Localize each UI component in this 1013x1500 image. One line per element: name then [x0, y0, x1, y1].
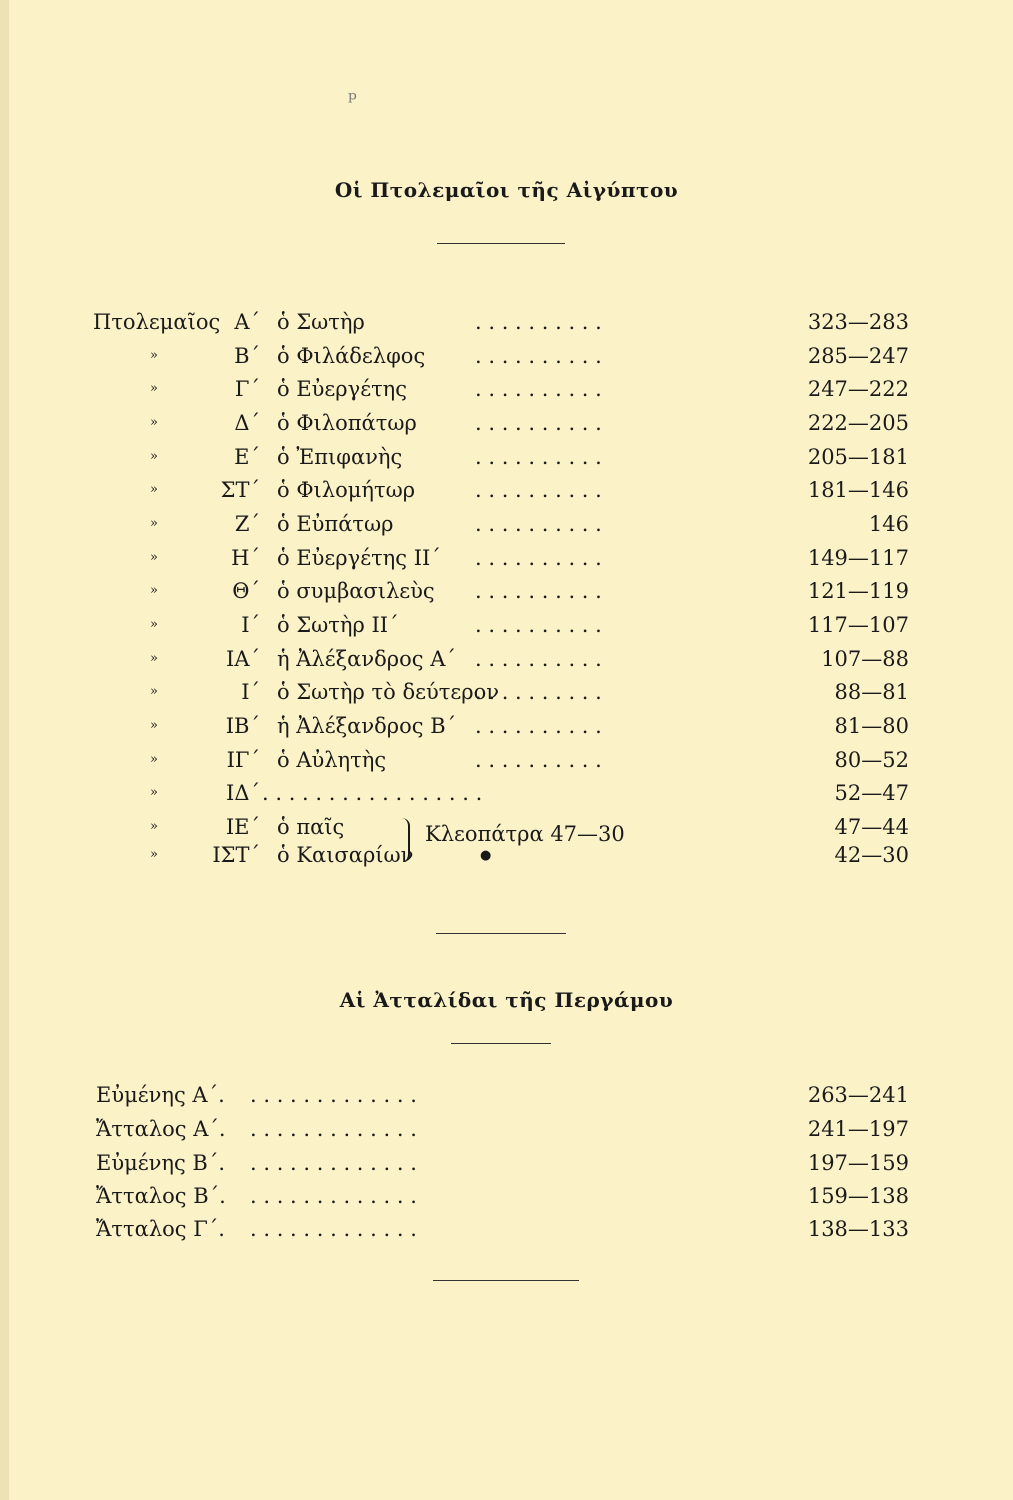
- ruler-epithet: ὁ Εὐεργέτης ΙΙ΄: [277, 546, 441, 570]
- kleopatra-note: Κλεοπάτρα 47—30: [425, 822, 625, 846]
- ditto-mark: »: [150, 449, 158, 464]
- table-row: [0, 1114, 1013, 1144]
- ruler-name: Ἄτταλος Α΄.: [96, 1117, 226, 1141]
- reign-years: 146: [868, 512, 909, 536]
- ruler-name: Ἄτταλος Γ΄.: [96, 1217, 225, 1241]
- table-row: [0, 576, 1013, 606]
- ruler-epithet: ὁ Φιλομήτωρ: [277, 478, 416, 502]
- table-row: [0, 1181, 1013, 1211]
- ruler-ordinal: ΙΣΤ΄: [212, 843, 260, 867]
- reign-years: 107—88: [821, 647, 909, 671]
- leader-dots: . . . . . . . . . . . . .: [250, 1217, 417, 1241]
- leader-dots: . . . . . . . . . .: [475, 613, 602, 637]
- title-rule-2: [451, 1043, 551, 1044]
- leader-dots: . . . . . . . . . . . . .: [250, 1151, 417, 1175]
- reign-years: 121—119: [807, 579, 909, 603]
- ruler-ordinal: ΙΒ΄: [225, 714, 260, 738]
- table-row: [0, 307, 1013, 337]
- ditto-mark: »: [150, 684, 158, 699]
- title-rule: [437, 243, 565, 244]
- leader-dots: . . . . . . . . . .: [475, 512, 602, 536]
- reign-years: 149—117: [807, 546, 909, 570]
- reign-years: 247—222: [807, 377, 909, 401]
- ruler-ordinal: Η΄: [231, 546, 260, 570]
- reign-years: 323—283: [807, 310, 909, 334]
- section-title-ptolemies: Οἱ Πτολεμαῖοι τῆς Αἰγύπτου: [334, 178, 679, 202]
- ruler-epithet: ἡ Ἀλέξανδρος Α΄: [277, 647, 456, 671]
- ruler-ordinal: Γ΄: [234, 377, 260, 401]
- leader-dots: . . . . . . . . . . . . .: [250, 1083, 417, 1107]
- ruler-epithet: ὁ Εὐεργέτης: [277, 377, 408, 401]
- ruler-ordinal: Δ΄: [234, 411, 260, 435]
- ruler-epithet: ἡ Ἀλέξανδρος Β΄: [277, 714, 457, 738]
- ruler-ordinal: Ε΄: [234, 445, 260, 469]
- reign-years: 80—52: [834, 748, 909, 772]
- leader-dots: . . . . . . . . . .: [475, 647, 602, 671]
- ditto-mark: »: [150, 718, 158, 733]
- leader-dots: . . . . . . . . . .: [475, 344, 602, 368]
- ruler-name: Πτολεμαῖος: [93, 310, 221, 334]
- leader-dots: . . . . . . . . . .: [475, 445, 602, 469]
- ditto-mark: »: [150, 583, 158, 598]
- reign-years: 159—138: [807, 1184, 909, 1208]
- reign-years: 181—146: [807, 478, 909, 502]
- reign-years: 52—47: [834, 781, 909, 805]
- leader-dots: . . . . . . . . . . . . .: [250, 1184, 417, 1208]
- reign-years: 197—159: [807, 1151, 909, 1175]
- leader-dots: . . . . . . . . . .: [475, 310, 602, 334]
- ruler-name: Εὐμένης Β΄.: [96, 1151, 226, 1175]
- end-divider: [433, 1280, 579, 1281]
- section-divider: [436, 933, 566, 934]
- ruler-ordinal: ΙΑ΄: [226, 647, 260, 671]
- ruler-ordinal: Θ΄: [232, 579, 260, 603]
- table-row: [0, 509, 1013, 539]
- reign-years: 42—30: [834, 843, 909, 867]
- ruler-ordinal: ΙΕ΄: [225, 815, 260, 839]
- table-row: [0, 442, 1013, 472]
- leader-dots: . . . . . . . . . .: [475, 478, 602, 502]
- ditto-mark: »: [150, 819, 158, 834]
- reign-years: 205—181: [807, 445, 909, 469]
- table-row: [0, 475, 1013, 505]
- table-row: [0, 374, 1013, 404]
- bullet-icon: ●: [480, 848, 492, 863]
- ditto-mark: »: [150, 651, 158, 666]
- leader-dots: . . . . . . . . . . . . .: [250, 1117, 417, 1141]
- ditto-mark: »: [150, 550, 158, 565]
- ruler-epithet: ὁ Αὐλητὴς: [277, 748, 387, 772]
- brace: [398, 818, 410, 862]
- table-row: [0, 1214, 1013, 1244]
- ruler-epithet: ὁ Εὐπάτωρ: [277, 512, 394, 536]
- table-row: [0, 1080, 1013, 1110]
- table-row: [0, 1148, 1013, 1178]
- ditto-mark: »: [150, 847, 158, 862]
- ditto-mark: »: [150, 785, 158, 800]
- ruler-ordinal: ΣΤ΄: [220, 478, 260, 502]
- leader-dots: . . . . . . . . . .: [475, 714, 602, 738]
- leader-dots: . . . . . . . . . .: [475, 411, 602, 435]
- reign-years: 88—81: [834, 680, 909, 704]
- ditto-mark: »: [150, 348, 158, 363]
- leader-dots: . . . . . . . . . .: [475, 579, 602, 603]
- leader-dots: . . . . . . . . . .: [475, 546, 602, 570]
- reign-years: 285—247: [807, 344, 909, 368]
- leader-dots: . . . . . . . . . .: [475, 680, 602, 704]
- leader-dots: . . . . . . . . . .: [475, 377, 602, 401]
- table-row: [0, 543, 1013, 573]
- ruler-epithet: ὁ Φιλοπάτωρ: [277, 411, 417, 435]
- reign-years: 263—241: [807, 1083, 909, 1107]
- leader-dots: . . . . . . . . . . . . . . . . .: [262, 781, 483, 805]
- ruler-ordinal: Ι΄: [241, 680, 260, 704]
- ditto-mark: »: [150, 617, 158, 632]
- pencil-mark-icon: ᵖ: [348, 88, 357, 113]
- ruler-ordinal: Ζ΄: [234, 512, 260, 536]
- ruler-epithet: ὁ Σωτὴρ: [277, 310, 365, 334]
- ruler-epithet: ὁ Σωτὴρ τὸ δεύτερον: [277, 680, 499, 704]
- table-row: [0, 677, 1013, 707]
- table-row: [0, 610, 1013, 640]
- ditto-mark: »: [150, 752, 158, 767]
- ruler-epithet: ὁ παῖς: [277, 815, 345, 839]
- ruler-ordinal: ΙΔ΄: [226, 781, 260, 805]
- ruler-ordinal: ΙΓ΄: [226, 748, 260, 772]
- ruler-ordinal: Ι΄: [241, 613, 260, 637]
- table-row: [0, 341, 1013, 371]
- ruler-epithet: ὁ Καισαρίων: [277, 843, 414, 867]
- ditto-mark: »: [150, 381, 158, 396]
- ruler-ordinal: Β΄: [234, 344, 260, 368]
- table-row: [0, 711, 1013, 741]
- reign-years: 81—80: [834, 714, 909, 738]
- reign-years: 241—197: [807, 1117, 909, 1141]
- ruler-name: Εὐμένης Α΄.: [96, 1083, 225, 1107]
- ruler-epithet: ὁ Φιλάδελφος: [277, 344, 426, 368]
- ditto-mark: »: [150, 482, 158, 497]
- section-title-attalids: Αἱ Ἀτταλίδαι τῆς Περγάμου: [339, 988, 674, 1012]
- ruler-ordinal: Α΄: [234, 310, 260, 334]
- ruler-name: Ἄτταλος Β΄.: [96, 1184, 226, 1208]
- table-row: [0, 745, 1013, 775]
- ditto-mark: »: [150, 415, 158, 430]
- reign-years: 117—107: [807, 613, 909, 637]
- reign-years: 138—133: [807, 1217, 909, 1241]
- table-row: [0, 644, 1013, 674]
- ruler-epithet: ὁ συμβασιλεὺς: [277, 579, 435, 603]
- reign-years: 222—205: [807, 411, 909, 435]
- leader-dots: . . . . . . . . . .: [475, 748, 602, 772]
- ruler-epithet: ὁ Ἐπιφανὴς: [277, 445, 403, 469]
- table-row: [0, 408, 1013, 438]
- reign-years: 47—44: [834, 815, 909, 839]
- table-row: [0, 778, 1013, 808]
- ditto-mark: »: [150, 516, 158, 531]
- ruler-epithet: ὁ Σωτὴρ ΙΙ΄: [277, 613, 399, 637]
